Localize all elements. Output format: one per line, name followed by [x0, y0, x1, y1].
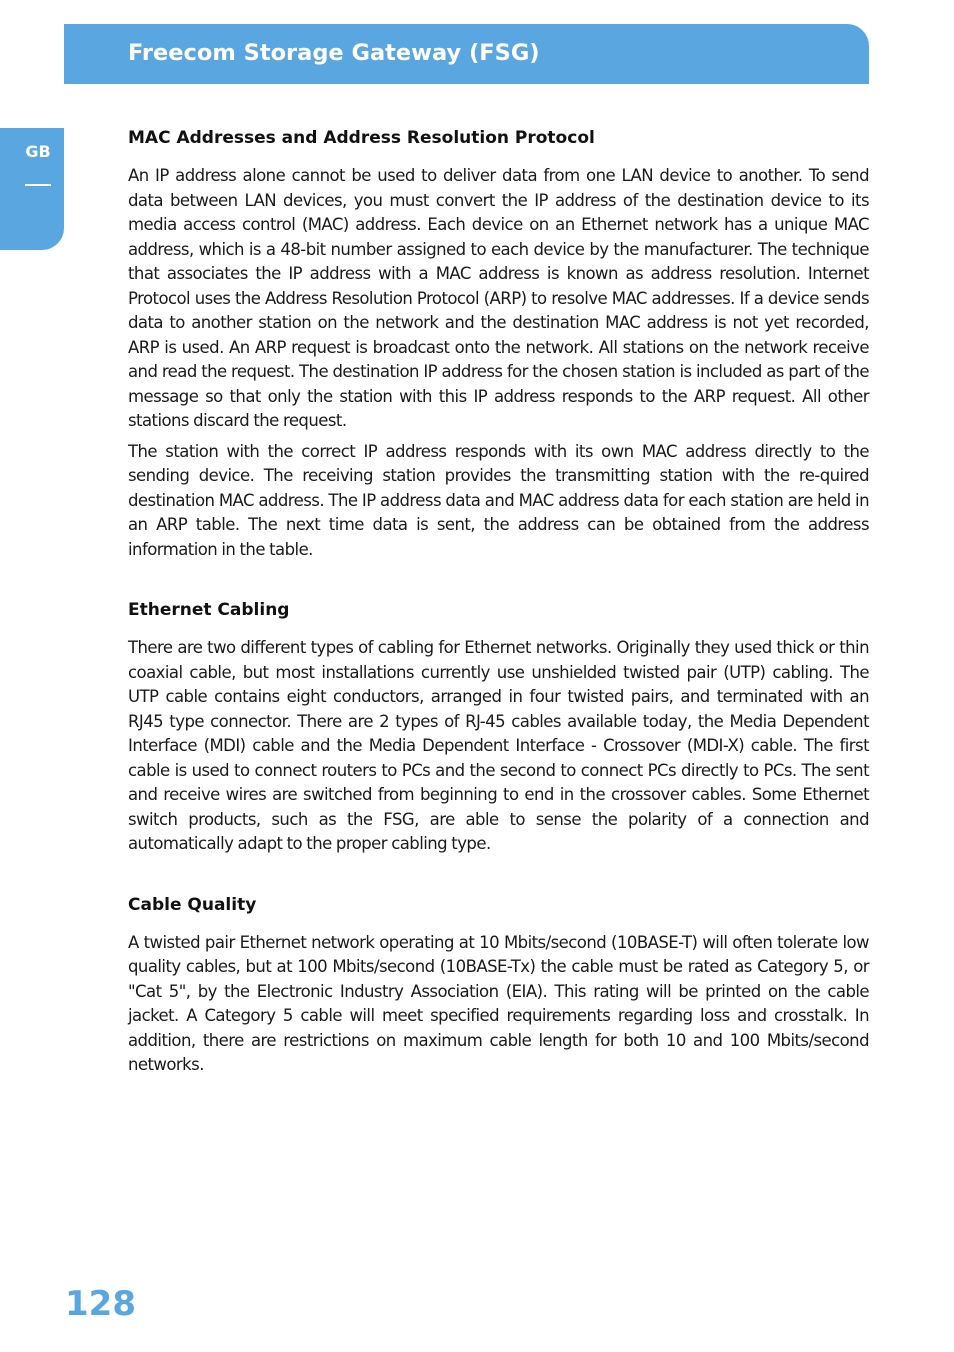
language-label: GB	[25, 142, 51, 161]
section-heading: Ethernet Cabling	[128, 600, 290, 620]
page-number: 128	[65, 1284, 136, 1324]
language-tab	[0, 128, 64, 250]
header-bar	[64, 24, 869, 84]
section-mac-addresses	[128, 124, 869, 562]
page-header-title: Freecom Storage Gateway (FSG)	[128, 40, 540, 66]
section-heading: Cable Quality	[128, 894, 257, 915]
paragraph: An IP address alone cannot be used to deliver data from one LAN device to another. To send data between LAN devices, you must convert the IP address of the destination device to its media access control (MAC) address. Each device on an Ethernet network has a unique MAC address, which is a 48-bit number assigned to each device by the manufacturer. The technique that associates the IP address with a MAC address is known as address resolution. Internet Protocol uses the Address Resolution Protocol (ARP) to resolve MAC addresses. If a device sends data to another station on the network and the destination MAC address is not yet recorded, ARP is used. An ARP request is broadcast onto the network. All stations on the network receive and read the request. The destination IP address for the chosen station is included as part of the message so that only the station with this IP address responds to the ARP request. All other stations discard the request.	[128, 166, 869, 430]
paragraph: There are two different types of cabling for Ethernet networks. Originally they used thick or thin coaxial cable, but most installations currently use unshielded twisted pair (UTP) cabling. The UTP cable contains eight conductors, arranged in four twisted pairs, and terminated with an RJ45 type connector. There are 2 types of RJ-45 cables available today, the Media Dependent Interface (MDI) cable and the Media Dependent Interface - Crossover (MDI-X) cable. The first cable is used to connect routers to PCs and the second to connect PCs directly to PCs. The sent and receive wires are switched from beginning to end in the crossover cables. Some Ethernet switch products, such as the FSG, are able to sense the polarity of a connection and automatically adapt to the proper cabling type.	[128, 638, 869, 853]
section-ethernet-cabling	[128, 596, 869, 857]
main-content	[128, 124, 869, 1078]
section-cable-quality	[128, 891, 869, 1078]
language-tab-divider	[25, 184, 51, 186]
paragraph: The station with the correct IP address responds with its own MAC address directly to the sending device. The receiving station provides the transmitting station with the re-quired destination MAC address. The IP address data and MAC address data for each station are held in an ARP table. The next time data is sent, the address can be obtained from the address information in the table.	[128, 441, 869, 559]
section-heading: MAC Addresses and Address Resolution Protocol	[128, 128, 595, 148]
paragraph: A twisted pair Ethernet network operating at 10 Mbits/second (10BASE-T) will often tolerate low quality cables, but at 100 Mbits/second (10BASE-Tx) the cable must be rated as Category 5, or "Cat 5", by the Electronic Industry Association (EIA). This rating will be printed on the cable jacket. A Category 5 cable will meet specified requirements regarding loss and crosstalk. In addition, there are restrictions on maximum cable length for both 10 and 100 Mbits/second networks.	[128, 932, 869, 1074]
